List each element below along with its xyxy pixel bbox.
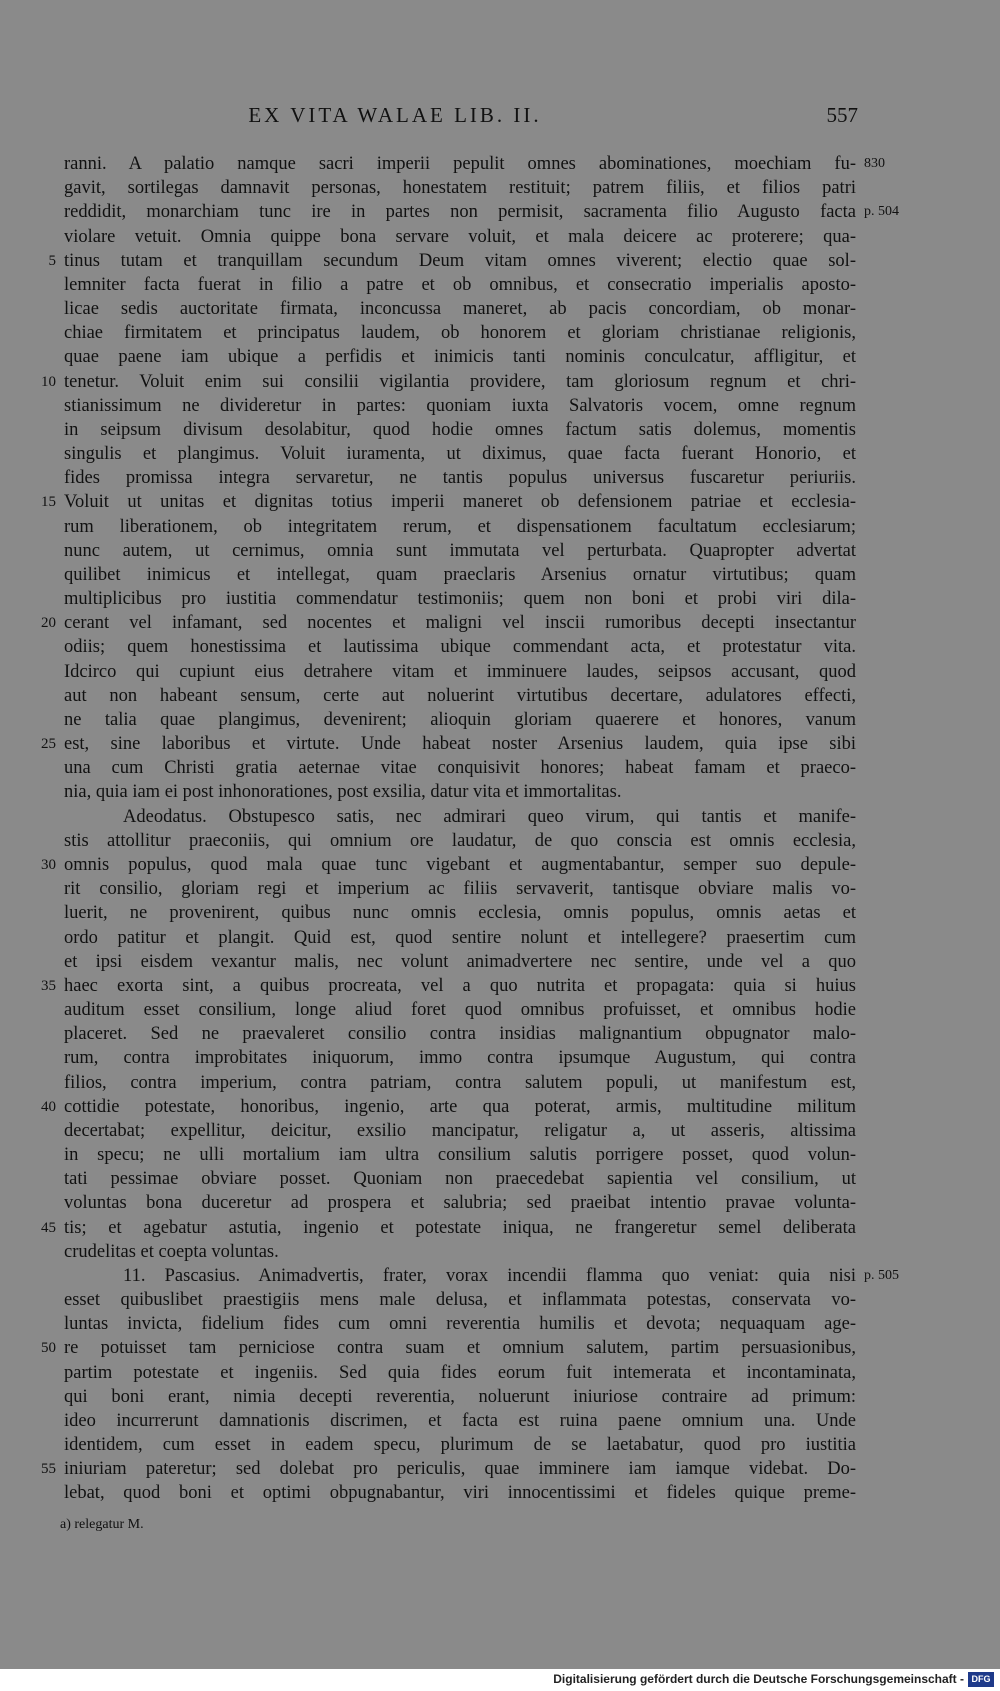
line-text: rum, contra improbitates iniquorum, immo contra ipsumque Augustum, qui contra	[64, 1048, 856, 1069]
text-line	[0, 780, 1000, 804]
text-line	[0, 442, 1000, 466]
text-line	[0, 877, 1000, 901]
text-line	[0, 1216, 1000, 1240]
text-line	[0, 901, 1000, 925]
line-text: ordo patitur et plangit. Quid est, quod sentire nolunt et intellegere? praesertim cum	[64, 927, 856, 948]
text-line	[0, 249, 1000, 273]
line-text: nia, quia iam ei post inhonorationes, post exsilia, datur vita et immortalitas.	[64, 782, 622, 803]
margin-reference: p. 504	[864, 204, 899, 220]
text-line	[0, 853, 1000, 877]
text-line	[0, 1071, 1000, 1095]
text-line	[0, 1264, 1000, 1288]
line-text: Idcirco qui cupiunt eius detrahere vitam et imminuere laudes, seipsos accusant, quod	[64, 661, 856, 682]
text-line	[0, 974, 1000, 998]
line-number: 40	[41, 1098, 56, 1115]
line-text: luntas invicta, fidelium fides cum omni reverentia humilis et devota; nequaquam age-	[64, 1314, 856, 1335]
text-line	[0, 176, 1000, 200]
text-line	[0, 466, 1000, 490]
running-title: EX VITA WALAE LIB. II.	[248, 103, 542, 127]
line-text: una cum Christi gratia aeternae vitae conquisivit honores; habeat famam et praeco-	[64, 758, 856, 779]
text-line	[0, 950, 1000, 974]
text-line	[0, 297, 1000, 321]
text-line	[0, 394, 1000, 418]
line-text: ideo incurrerunt damnationis discrimen, et facta est ruina paene omnium una. Unde	[64, 1410, 856, 1431]
page-number: 557	[826, 103, 858, 127]
line-number: 25	[41, 736, 56, 753]
line-text: esset quibuslibet praestigiis mens male delusa, et inflammata potestas, conservata vo-	[64, 1290, 856, 1311]
text-line	[0, 998, 1000, 1022]
line-text: re potuisset tam perniciose contra suam et omnium salutem, partim persuasionibus,	[64, 1338, 856, 1359]
line-text: qui boni erant, nimia decepti reverentia, noluerunt iniuriose contraire ad primum:	[64, 1386, 856, 1407]
line-text: tenetur. Voluit enim sui consilii vigilantia providere, tam gloriosum regnum et chri-	[64, 371, 856, 392]
text-line	[0, 321, 1000, 345]
text-line	[0, 1312, 1000, 1336]
line-text: reddidit, monarchiam tunc ire in partes non permisit, sacramenta filio Augusto facta	[64, 202, 856, 223]
line-text: multiplicibus pro iustitia commendatur testimoniis; quem non boni et probi viri dila-	[64, 589, 856, 610]
line-text: stis attollitur praeconiis, qui omnium ore laudatur, de quo conscia est omnis ecclesia,	[64, 830, 856, 851]
line-text: auditum esset consilium, longe aliud foret quod omnibus profuisset, et omnibus hodie	[64, 1000, 856, 1021]
dfg-logo-icon: DFG	[968, 1672, 994, 1687]
text-line	[0, 1409, 1000, 1433]
margin-reference: 830	[864, 156, 885, 171]
line-text: est, sine laboribus et virtute. Unde habeat noster Arsenius laudem, quia ipse sibi	[64, 734, 856, 755]
text-line	[0, 418, 1000, 442]
line-text: crudelitas et coepta voluntas.	[64, 1241, 279, 1262]
line-text: aut non habeant sensum, certe aut noluerint virtutibus decertare, adulatores effecti,	[64, 685, 856, 706]
line-text: licae sedis auctoritate firmata, inconcussa maneret, ab pacis concordiam, ob monar-	[64, 299, 856, 320]
line-text: tati pessimae obviare posset. Quoniam non praecedebat sapientia vel consilium, ut	[64, 1169, 856, 1190]
text-line	[0, 708, 1000, 732]
line-text: et ipsi eisdem vexantur malis, nec volunt animadvertere nec sentire, unde vel a quo	[64, 951, 856, 972]
line-text: odiis; quem honestissima et lautissima ubique commendant acta, et protestatur vita.	[64, 637, 856, 658]
text-line	[0, 345, 1000, 369]
line-text: filios, contra imperium, contra patriam, contra salutem populi, ut manifestum est,	[64, 1072, 856, 1093]
text-line	[0, 660, 1000, 684]
line-number: 20	[41, 615, 56, 632]
line-text: gavit, sortilegas damnavit personas, honestatem restituit; patrem filiis, et filios patri	[64, 178, 856, 199]
line-text: Voluit ut unitas et dignitas totius imperii maneret ob defensionem patriae et ecclesia-	[64, 492, 856, 513]
line-text: fides promissa integra servaretur, ne tantis populus universus fuscaretur periuriis.	[64, 468, 856, 489]
line-number: 5	[48, 252, 56, 269]
text-line	[0, 1240, 1000, 1264]
text-line	[0, 829, 1000, 853]
text-line	[0, 1336, 1000, 1360]
text-line	[0, 1361, 1000, 1385]
line-number: 30	[41, 856, 56, 873]
line-text: nunc autem, ut cernimus, omnia sunt immutata vel perturbata. Quapropter advertat	[64, 540, 856, 561]
text-line	[0, 756, 1000, 780]
text-line	[0, 273, 1000, 297]
text-line	[0, 370, 1000, 394]
line-text: omnis populus, quod mala quae tunc vigebant et augmentabantur, semper suo depule-	[64, 854, 856, 875]
text-line	[0, 200, 1000, 224]
text-line	[0, 587, 1000, 611]
text-line	[0, 1022, 1000, 1046]
text-block	[0, 152, 1000, 1506]
line-text: quae paene iam ubique a perfidis et inimicis tanti nominis conculcatur, affligitur, et	[64, 347, 856, 368]
line-text: in specu; ne ulli mortalium iam ultra consilium salutis porrigere posset, quod volun-	[64, 1145, 856, 1166]
line-text: Adeodatus. Obstupesco satis, nec admirari queo virum, qui tantis et manife-	[123, 806, 856, 827]
text-line	[0, 1191, 1000, 1215]
line-text: haec exorta sint, a quibus procreata, vel a quo nutrita et propagata: quia si huius	[64, 975, 856, 996]
line-text: rit consilio, gloriam regi et imperium ac filiis servaverit, tantisque obviare malis vo-	[64, 879, 856, 900]
line-text: placeret. Sed ne praevaleret consilio contra insidias malignantium obpugnator malo-	[64, 1024, 856, 1045]
line-text: ranni. A palatio namque sacri imperii pepulit omnes abominationes, moechiam fu-	[64, 154, 856, 174]
line-number: 10	[41, 373, 56, 390]
line-text: luerit, ne provenirent, quibus nunc omnis ecclesia, omnis populus, omnis aetas et	[64, 903, 856, 924]
line-text: in seipsum divisum desolabitur, quod hodie omnes factum satis dolemus, momentis	[64, 419, 856, 440]
text-line	[0, 1143, 1000, 1167]
line-text: quilibet inimicus et intellegat, quam praeclaris Arsenius ornatur virtutibus; quam	[64, 564, 856, 585]
line-number: 35	[41, 977, 56, 994]
line-text: tinus tutam et tranquillam secundum Deum vitam omnes viverent; electio quae sol-	[64, 250, 856, 271]
line-text: lemniter facta fuerat in filio a patre et ob omnibus, et consecratio imperialis aposto-	[64, 274, 856, 295]
text-line	[0, 563, 1000, 587]
text-line	[0, 1481, 1000, 1505]
margin-reference: p. 505	[864, 1267, 899, 1283]
text-line	[0, 490, 1000, 514]
line-text: chiae firmitatem et principatus laudem, ob honorem et gloriam christianae religionis,	[64, 323, 856, 344]
line-number: 15	[41, 494, 56, 511]
line-text: decertabat; expellitur, deicitur, exsilio mancipatur, religatur a, ut asseris, altissima	[64, 1120, 856, 1141]
text-line	[0, 1095, 1000, 1119]
text-line	[0, 152, 1000, 176]
line-text: identidem, cum esset in eadem specu, plurimum de se laetabatur, quod pro iustitia	[64, 1435, 856, 1456]
line-text: iniuriam pateretur; sed dolebat pro periculis, quae imminere iam iamque videbat. Do-	[64, 1459, 856, 1480]
line-text: violare vetuit. Omnia quippe bona servare voluit, et mala deicere ac proterere; qua-	[64, 226, 856, 247]
footnote: a) relegatur M.	[60, 1517, 144, 1532]
text-line	[0, 684, 1000, 708]
line-number: 55	[41, 1461, 56, 1478]
text-line	[0, 225, 1000, 249]
line-text: stianissimum ne divideretur in partes: quoniam iuxta Salvatoris vocem, omne regnum	[64, 395, 856, 416]
text-line	[0, 1167, 1000, 1191]
line-text: 11. Pascasius. Animadvertis, frater, vorax incendii flamma quo veniat: quia nisi	[123, 1265, 856, 1286]
line-text: ne talia quae plangimus, devenirent; alioquin gloriam quaerere et honores, vanum	[64, 709, 856, 730]
line-text: partim potestate et ingeniis. Sed quia fides eorum fuit intemerata et incontaminata,	[64, 1362, 856, 1383]
line-text: singulis et plangimus. Voluit iuramenta, ut diximus, quae facta fuerant Honorio, et	[64, 444, 856, 465]
line-number: 45	[41, 1219, 56, 1236]
text-line	[0, 732, 1000, 756]
text-line	[0, 1046, 1000, 1070]
text-line	[0, 1288, 1000, 1312]
line-text: tis; et agebatur astutia, ingenio et potestate iniqua, ne frangeretur semel deliberata	[64, 1217, 856, 1238]
text-line	[0, 1119, 1000, 1143]
line-text: rum liberationem, ob integritatem rerum, et dispensationem facultatum ecclesiarum;	[64, 516, 856, 537]
text-line	[0, 926, 1000, 950]
line-text: cerant vel infamant, sed nocentes et maligni vel inscii rumoribus decepti insectantur	[64, 613, 856, 634]
text-line	[0, 805, 1000, 829]
text-line	[0, 1457, 1000, 1481]
line-text: cottidie potestate, honoribus, ingenio, arte qua poterat, armis, multitudine militum	[64, 1096, 856, 1117]
footer-bar	[0, 1669, 1000, 1691]
line-text: voluntas bona duceretur ad prospera et salubria; sed praeibat intentio pravae volunta-	[64, 1193, 856, 1214]
line-text: lebat, quod boni et optimi obpugnabantur, viri innocentissimi et fideles quique preme-	[64, 1483, 856, 1504]
text-line	[0, 539, 1000, 563]
text-line	[0, 1385, 1000, 1409]
text-line	[0, 1433, 1000, 1457]
text-line	[0, 515, 1000, 539]
text-line	[0, 635, 1000, 659]
line-number: 50	[41, 1340, 56, 1357]
text-line	[0, 611, 1000, 635]
footer-credit: Digitalisierung gefördert durch die Deutsche Forschungsgemeinschaft -	[553, 1672, 964, 1686]
